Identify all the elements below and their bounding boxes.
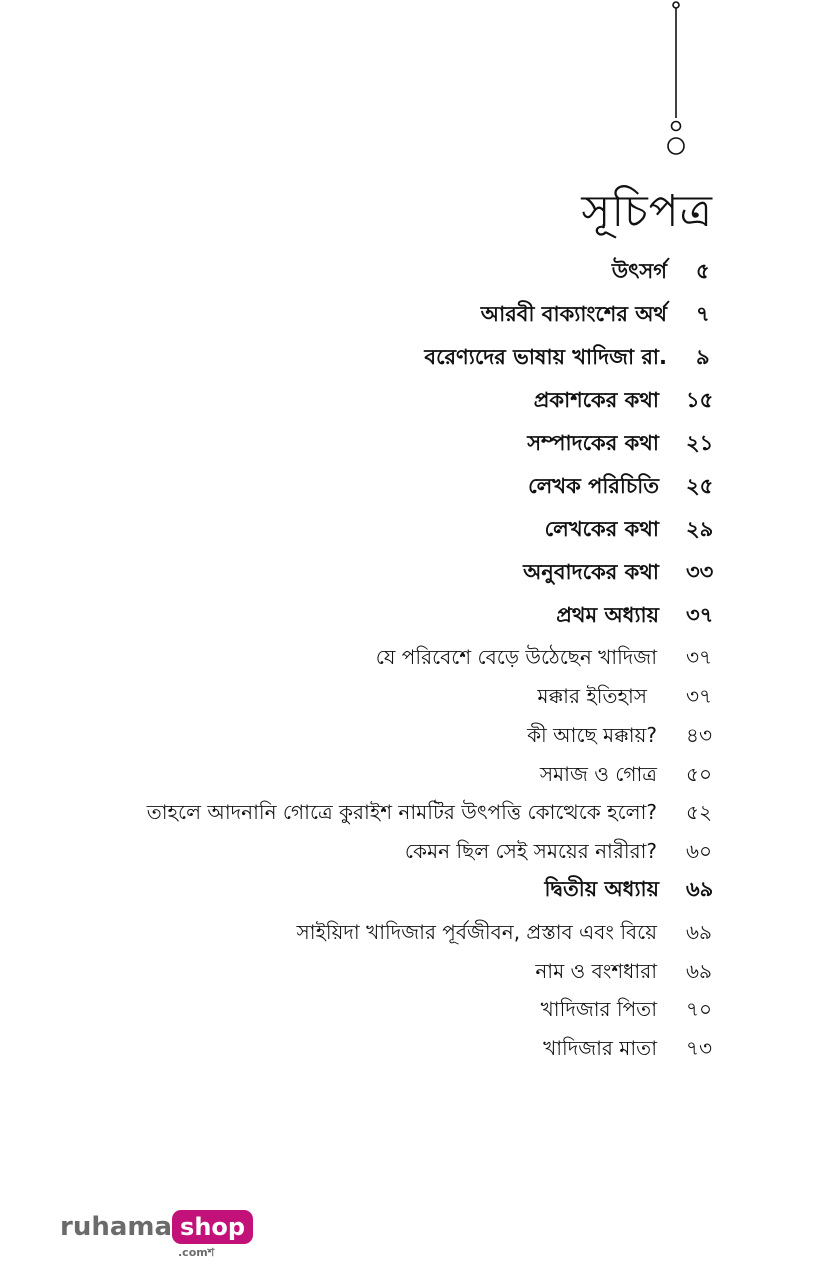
toc-entry [0, 638, 825, 676]
page-title: সূচিপত্র [581, 186, 713, 237]
toc-entry-label: লেখক পরিচিতি [528, 474, 659, 498]
toc-entry-label: দ্বিতীয় অধ্যায় [544, 877, 659, 901]
publisher-logo [60, 1210, 253, 1260]
toc-entry-page: ১৫ [686, 388, 714, 412]
toc-entry [0, 252, 825, 290]
toc-entry-label: নাম ও বংশধারা [535, 959, 657, 983]
toc-entry-label: আরবী বাক্যাংশের অর্থ [480, 302, 667, 326]
toc-entry-page: ৬৯ [686, 959, 712, 983]
toc-entry [0, 677, 825, 715]
toc-entry-page: ৭ [696, 302, 710, 326]
toc-entry-page: ৬০ [686, 839, 713, 863]
toc-entry-page: ৪৩ [686, 723, 712, 747]
toc-entry-label: কেমন ছিল সেই সময়ের নারীরা? [404, 839, 657, 863]
toc-entry [0, 832, 825, 870]
toc-entry [0, 1029, 825, 1067]
toc-entry-label: যে পরিবেশে বেড়ে উঠেছেন খাদিজা [375, 645, 657, 669]
toc-entry-label: অনুবাদকের কথা [523, 560, 659, 584]
toc-entry-label: খাদিজার মাতা [543, 1036, 657, 1060]
toc-entry-label: সাইয়িদা খাদিজার পূর্বজীবন, প্রস্তাব এবং বিয়ে [296, 920, 657, 944]
toc-entry [0, 295, 825, 333]
toc-entry-label: প্রকাশকের কথা [533, 388, 659, 412]
toc-entry [0, 467, 825, 505]
toc-entry-page: ৫২ [686, 800, 712, 824]
toc-entry-page: ৩৭ [686, 684, 713, 708]
toc-entry-label: কী আছে মক্কায়? [527, 723, 657, 747]
toc-entry [0, 913, 825, 951]
toc-entry [0, 870, 825, 908]
toc-entry-page: ৩৭ [686, 645, 713, 669]
toc-entry [0, 716, 825, 754]
logo-domain: .comশ [178, 1246, 215, 1259]
toc-entry-label: বরেণ্যদের ভাষায় খাদিজা রা. [424, 345, 667, 369]
toc-entry-page: ২৯ [686, 517, 714, 541]
toc-entry [0, 596, 825, 634]
toc-entry [0, 990, 825, 1028]
logo-shop: shop [172, 1210, 253, 1244]
toc-entry [0, 952, 825, 990]
toc-entry [0, 793, 825, 831]
toc-entry-page: ৫০ [686, 762, 712, 786]
toc-entry-page: ৬৯ [686, 877, 714, 901]
toc-entry [0, 424, 825, 462]
toc-entry-label: সমাজ ও গোত্র [539, 762, 657, 786]
toc-entry [0, 381, 825, 419]
toc-entry [0, 510, 825, 548]
toc-entry-page: ৭৩ [686, 1036, 713, 1060]
toc-entry-page: ২১ [686, 431, 714, 455]
toc-entry-label: সম্পাদকের কথা [527, 431, 659, 455]
toc-entry-label: মক্কার ইতিহাস [537, 684, 647, 708]
toc-entry-page: ৯ [696, 345, 710, 369]
toc-entry-label: খাদিজার পিতা [540, 997, 657, 1021]
toc-entry-page: ৩৩ [686, 560, 714, 584]
toc-entry-page: ৭০ [686, 997, 713, 1021]
toc-entry-page: ৬৯ [686, 920, 712, 944]
toc-entry [0, 338, 825, 376]
toc-entry-label: তাহলে আদনানি গোত্রে কুরাইশ নামটির উৎপত্তি কোত্থেকে হলো? [146, 800, 657, 824]
toc-entry-label: উৎসর্গ [611, 259, 667, 283]
toc-entry-label: লেখকের কথা [544, 517, 659, 541]
toc-entry-page: ৩৭ [686, 603, 714, 627]
toc-entry-label: প্রথম অধ্যায় [556, 603, 659, 627]
toc-entry [0, 553, 825, 591]
logo-word: ruhama [60, 1212, 173, 1242]
toc-entry-page: ৫ [696, 259, 710, 283]
toc-entry-page: ২৫ [686, 474, 714, 498]
toc-entry [0, 755, 825, 793]
